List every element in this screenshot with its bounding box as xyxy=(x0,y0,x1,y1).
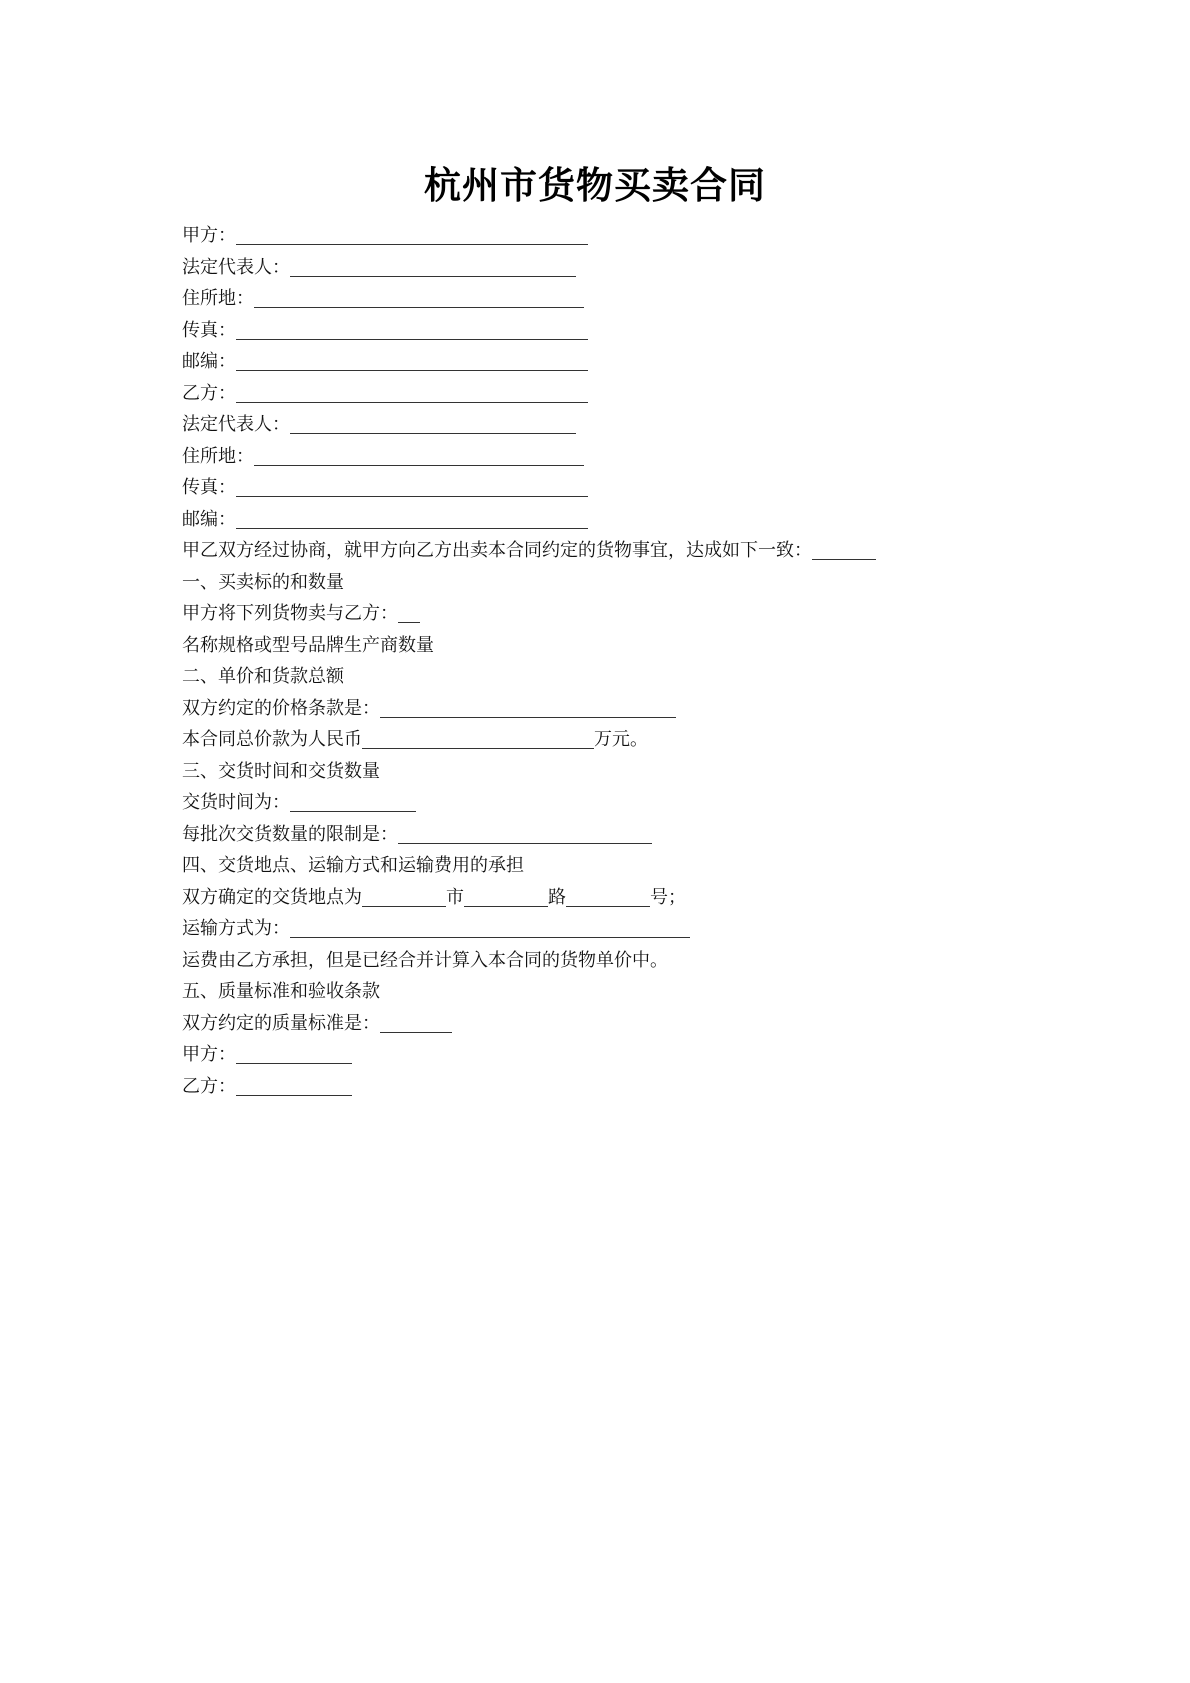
fill-blank[interactable] xyxy=(398,825,652,844)
price-terms-line xyxy=(182,693,1012,725)
fill-blank[interactable] xyxy=(290,793,416,812)
party-b-postcode-field xyxy=(182,504,1012,536)
signature-blank[interactable] xyxy=(236,1077,352,1096)
fill-blank[interactable] xyxy=(236,352,588,371)
signature-label: 乙方： xyxy=(182,1075,236,1097)
line-text: 运费由乙方承担，但是已经合并计算入本合同的货物单价中。 xyxy=(182,949,668,971)
field-label: 法定代表人： xyxy=(182,256,290,278)
signature-label: 甲方： xyxy=(182,1044,236,1065)
batch-limit-line xyxy=(182,819,1012,851)
signature-party-a xyxy=(182,1039,1012,1071)
party-b-representative-field xyxy=(182,409,1012,441)
line-text: 运输方式为： xyxy=(182,918,290,939)
party-a-address-field xyxy=(182,283,1012,315)
field-label: 邮编： xyxy=(182,508,236,530)
section-heading-4 xyxy=(182,850,1012,882)
field-label: 乙方： xyxy=(182,382,236,404)
party-a-fax-field xyxy=(182,315,1012,347)
transport-method-line xyxy=(182,913,1012,945)
fill-blank[interactable] xyxy=(290,415,576,434)
party-b-address-field xyxy=(182,441,1012,473)
goods-sale-line xyxy=(182,598,1012,630)
quality-standard-line xyxy=(182,1008,1012,1040)
fill-blank[interactable] xyxy=(254,289,584,308)
number-label: 号； xyxy=(650,886,686,908)
document-title: 杭州市货物买卖合同 xyxy=(424,163,766,207)
party-b-fax-field xyxy=(182,472,1012,504)
section-heading-1 xyxy=(182,567,1012,599)
section-heading-2 xyxy=(182,661,1012,693)
fill-blank[interactable] xyxy=(236,510,588,529)
heading-text: 四、交货地点、运输方式和运输费用的承担 xyxy=(182,855,524,876)
section-heading-3 xyxy=(182,756,1012,788)
line-text: 甲方将下列货物卖与乙方： xyxy=(182,603,398,624)
intro-text: 甲乙双方经过协商，就甲方向乙方出卖本合同约定的货物事宜，达成如下一致： xyxy=(182,540,812,561)
field-label: 甲方： xyxy=(182,225,236,246)
delivery-location-line xyxy=(182,882,1012,914)
fill-blank[interactable] xyxy=(812,541,876,560)
city-blank[interactable] xyxy=(362,888,446,907)
line-text: 双方约定的质量标准是： xyxy=(182,1012,380,1034)
fill-blank[interactable] xyxy=(236,321,588,340)
signature-blank[interactable] xyxy=(236,1045,352,1064)
number-blank[interactable] xyxy=(566,888,650,907)
fill-blank[interactable] xyxy=(236,384,588,403)
fill-blank[interactable] xyxy=(398,604,420,623)
field-label: 邮编： xyxy=(182,351,236,372)
line-text: 双方约定的价格条款是： xyxy=(182,697,380,719)
heading-text: 五、质量标准和验收条款 xyxy=(182,981,380,1002)
field-label: 住所地： xyxy=(182,445,254,467)
road-blank[interactable] xyxy=(464,888,548,907)
delivery-time-line xyxy=(182,787,1012,819)
heading-text: 一、买卖标的和数量 xyxy=(182,571,344,593)
party-a-name-field xyxy=(182,220,1012,252)
fill-blank[interactable] xyxy=(380,699,676,718)
intro-paragraph xyxy=(182,535,1012,567)
party-b-name-field xyxy=(182,378,1012,410)
line-text: 交货时间为： xyxy=(182,792,290,813)
party-a-representative-field xyxy=(182,252,1012,284)
line-text: 本合同总价款为人民币 xyxy=(182,729,362,750)
line-text: 每批次交货数量的限制是： xyxy=(182,823,398,845)
freight-line xyxy=(182,945,1012,977)
heading-text: 三、交货时间和交货数量 xyxy=(182,760,380,782)
unit-text: 万元。 xyxy=(594,729,648,750)
total-price-line xyxy=(182,724,1012,756)
fill-blank[interactable] xyxy=(380,1014,452,1033)
fill-blank[interactable] xyxy=(362,730,594,749)
field-label: 法定代表人： xyxy=(182,414,290,435)
contract-body xyxy=(182,220,1012,1102)
goods-table-header-line xyxy=(182,630,1012,662)
fill-blank[interactable] xyxy=(254,447,584,466)
field-label: 传真： xyxy=(182,477,236,498)
line-text: 名称规格或型号品牌生产商数量 xyxy=(182,634,434,656)
field-label: 住所地： xyxy=(182,288,254,309)
section-heading-5 xyxy=(182,976,1012,1008)
field-label: 传真： xyxy=(182,319,236,341)
fill-blank[interactable] xyxy=(236,478,588,497)
fill-blank[interactable] xyxy=(290,919,690,938)
line-text: 双方确定的交货地点为 xyxy=(182,886,362,908)
city-label: 市 xyxy=(446,886,464,908)
road-label: 路 xyxy=(548,886,566,908)
fill-blank[interactable] xyxy=(290,258,576,277)
signature-party-b xyxy=(182,1071,1012,1103)
heading-text: 二、单价和货款总额 xyxy=(182,666,344,687)
fill-blank[interactable] xyxy=(236,226,588,245)
party-a-postcode-field xyxy=(182,346,1012,378)
